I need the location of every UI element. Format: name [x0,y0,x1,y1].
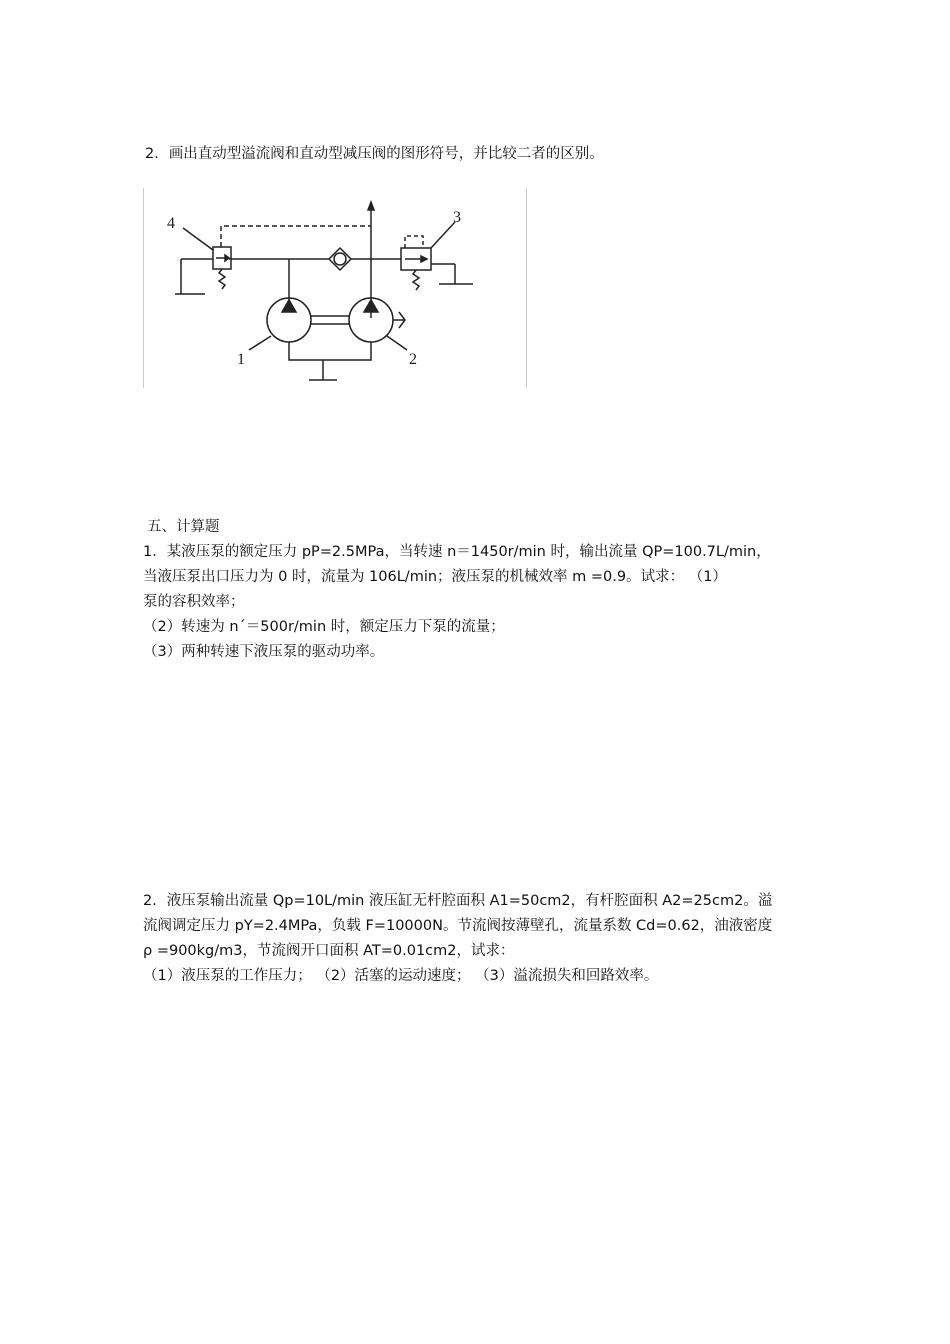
calc-q1-line3: 泵的容积效率； [143,594,245,610]
figure-label-1: 1 [237,351,245,368]
calc-q2-line3: ρ =900kg/m3，节流阀开口面积 AT=0.01cm2，试求： [143,943,515,959]
calc-q2-line2: 流阀调定压力 pY=2.4MPa，负载 F=10000N。节流阀按薄壁孔，流量系数 Cd=0.62，油液密度 [143,918,773,934]
hydraulic-circuit-svg [143,188,527,388]
calc-q1-line4: （2）转速为 n´＝500r/min 时，额定压力下泵的流量； [143,619,505,635]
hydraulic-circuit-figure [143,188,527,388]
section-5-heading: 五、计算题 [147,519,220,535]
figure-label-3: 3 [453,209,461,226]
calc-q1-line1: 1．某液压泵的额定压力 pP=2.5MPa，当转速 n＝1450r/min 时，输出流量 QP=100.7L/min， [143,544,771,560]
calc-q2-line1: 2．液压泵输出流量 Qp=10L/min 液压缸无杆腔面积 A1=50cm2，有杆腔面积 A2=25cm2。溢 [143,893,773,909]
calc-q2-line4: （1）液压泵的工作压力； （2）活塞的运动速度； （3）溢流损失和回路效率。 [143,968,659,984]
figure-label-4: 4 [167,215,175,232]
question-2-text: 2．画出直动型溢流阀和直动型减压阀的图形符号，并比较二者的区别。 [145,146,604,162]
calc-q1-line5: （3）两种转速下液压泵的驱动功率。 [143,644,385,660]
figure-label-2: 2 [409,351,417,368]
calc-q1-line2: 当液压泵出口压力为 0 时，流量为 106L/min；液压泵的机械效率 m =0.9。试求： （1） [143,569,727,585]
